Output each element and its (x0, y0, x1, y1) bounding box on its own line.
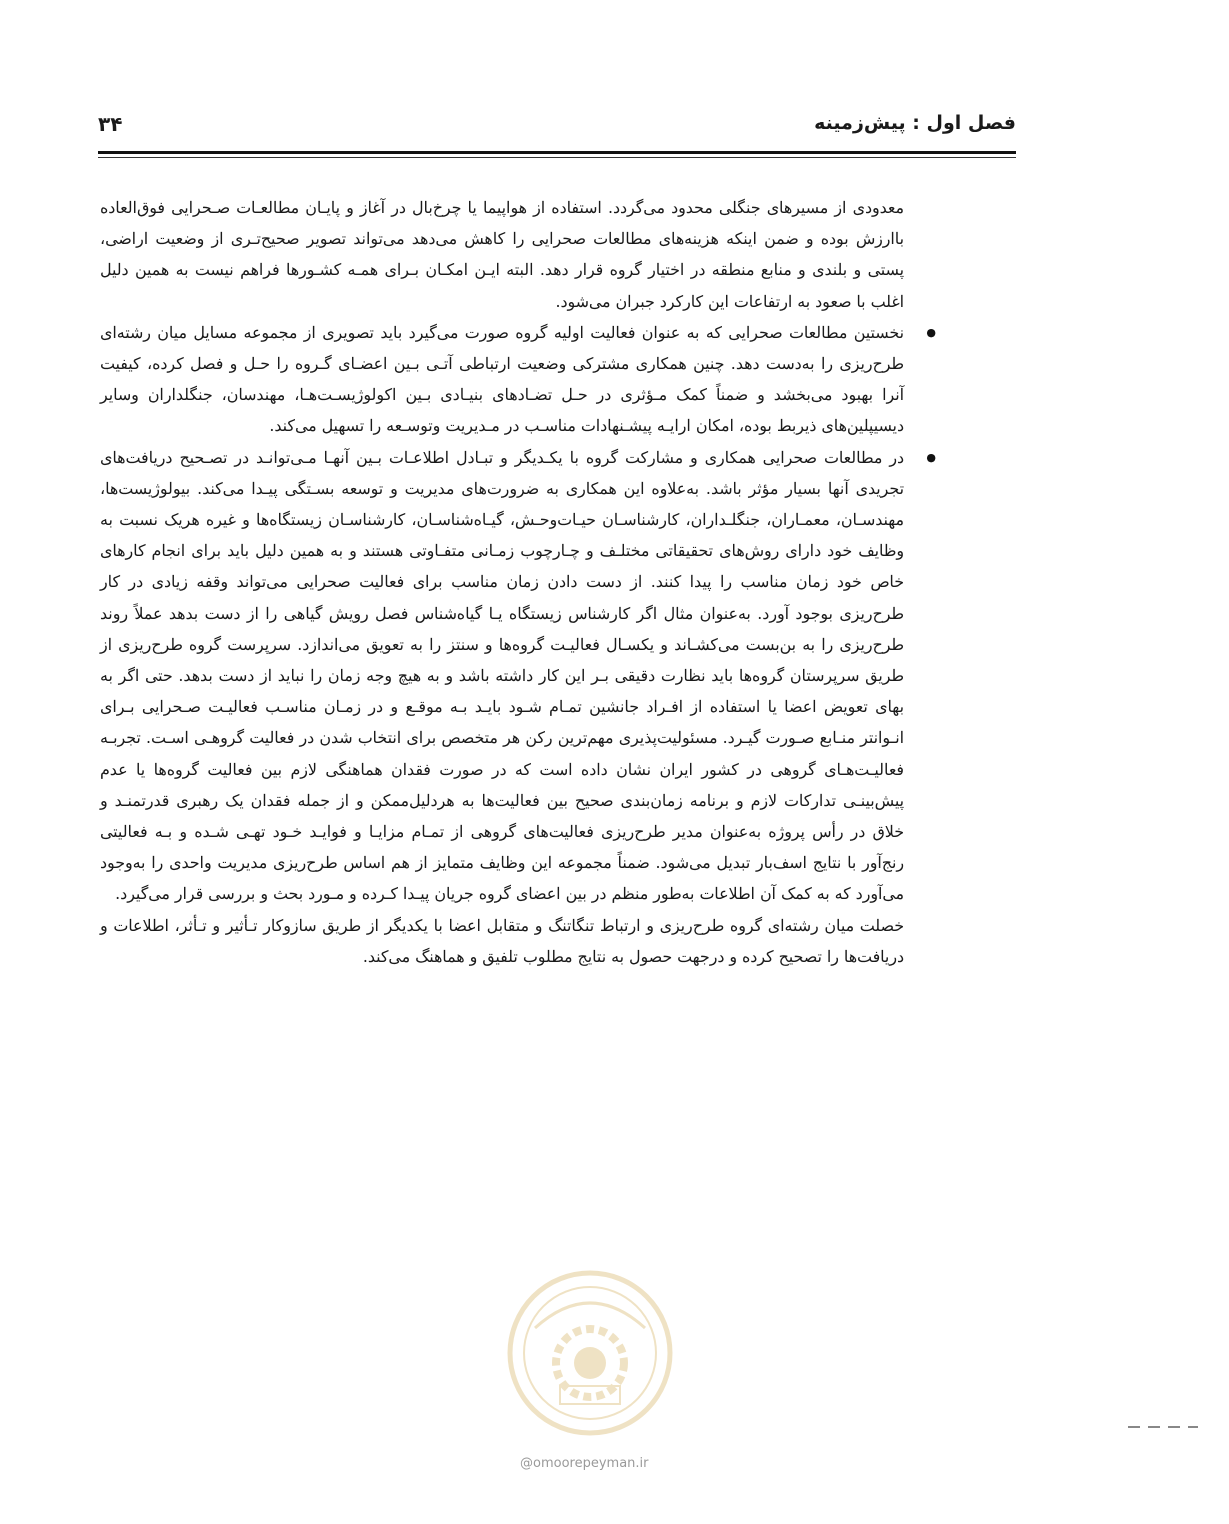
paragraph-interdisciplinary: خصلت میان رشته‌ای گروه طرح‌ریزی و ارتباط تنگاتنگ و متقابل اعضا با یکدیگر از طریق سازوکار تـأثیر و تـأثر، اطلاعات و دریافت‌ها را تصحیح کرده و درجهت حصول به نتایج مطلوب تلفیق و هماهنگ می‌کند. (100, 915, 904, 966)
header-rule-thin (98, 157, 1016, 158)
paragraph-continuation: معدودی از مسیرهای جنگلی محدود می‌گردد. استفاده از هواپیما یا چرخ‌بال در آغاز و پایـان مطالعـات صـحرایی فوق‌العاده باارزش بوده و ضمن اینکه هزینه‌های مطالعات صحرایی را کاهش می‌دهد می‌تواند تصویر صحیح‌تـری از وضعیت اراضی، پستی و بلندی و منابع منطقه در اختیار گروه قرار دهد. البته ایـن امکـان بـرای همـه کشـورها فراهم نیست به همین دلیل اغلب با صعود به ارتفاعات این کارکرد جبران می‌شود. (100, 198, 904, 311)
page-header (98, 108, 1016, 148)
margin-dashes (1128, 1426, 1198, 1428)
page-number: ۳۴ (98, 112, 123, 136)
chapter-title: فصل اول : پیش‌زمینه (814, 112, 1016, 134)
bullet-paragraph-field-studies: ● نخستین مطالعات صحرایی که به عنوان فعالیت اولیه گروه صورت می‌گیرد باید تصویری از مجموعه مسایل میان رشته‌ای طرح‌ریزی را به‌دست دهد. چنین همکاری مشترکی وضعیت ارتباطی آتـی بـین اعضـای گـروه را حـل و فصل کرده، کیفیت آنرا بهبود می‌بخشد و ضمناً کمک مـؤثری در حـل تضـادهای بنیـادی بـین اکولوژیسـت‌هـا، مهندسان، جنگلداران وسایر دیسیپلین‌های ذیربط بوده، امکان ارایـه پیشـنهادات مناسـب در مـدیریت وتوسـعه را تسهیل می‌کند. (100, 317, 904, 442)
header-rule-thick (98, 151, 1016, 154)
body-text (100, 192, 904, 972)
watermark-url: @omoorepeyman.ir (520, 1456, 649, 1471)
publisher-seal-watermark (505, 1268, 675, 1438)
bullet-paragraph-collaboration: ● در مطالعات صحرایی همکاری و مشارکت گروه با یکـدیگر و تبـادل اطلاعـات بـین آنهـا مـی‌توانـد در تصـحیح دریافت‌های تجریدی آنها بسیار مؤثر باشد. به‌علاوه این همکاری به ضرورت‌های مدیریت و توسعه بسـتگی پیـدا می‌کند. بیولوژیست‌ها، مهندسـان، معمـاران، جنگلـداران، کارشناسـان حیـات‌وحـش، گیـاه‌شناسـان، کارشناسـان زیستگاه‌ها و غیره هریک نسبت به وظایف خود دارای روش‌های تحقیقاتی مختلـف و چـارچوب زمـانی متفـاوتی هستند و به همین دلیل باید برای انجام کارهای خاص خود زمان مناسب را پیدا کنند. از دست دادن زمان مناسب برای فعالیت صحرایی می‌تواند وقفه زیادی در کار طرح‌ریزی بوجود آورد. به‌عنوان مثال اگر کارشناس زیستگاه یـا گیاه‌شناس فصل رویش گیاهی را از دست بدهد عملاً روند طرح‌ریزی را به بن‌بست می‌کشـاند و یکسـال فعالیـت گروه‌ها و سنتز را به تعویق می‌اندازد. سرپرست گروه طرح‌ریزی از طریق سرپرستان گروه‌ها باید نظارت دقیقی بـر این کار داشته باشد و به هیچ وجه زمان را نباید از دست بدهد. حتی اگر به بهای تعویض اعضا یا استفاده از افـراد جانشین تمـام شـود بایـد بـه موقـع و در زمـان مناسـب فعالیـت صـحرایی بـرای انـوانتر منـابع صـورت گیـرد. مسئولیت‌پذیری مهم‌ترین رکن هر متخصص برای انتخاب شدن در فعالیت گروهـی اسـت. تجربـه فعالیـت‌هـای گروهی در کشور ایران نشان داده است که در صورت فقدان هماهنگی لازم بین فعالیت گروه‌ها یا عدم پیش‌بینـی تدارکات لازم و برنامه زمان‌بندی صحیح بین فعالیت‌ها به هردلیل‌ممکن و از جمله فقدان یک رهبری قدرتمنـد و خلاق در رأس پروژه به‌عنوان مدیر طرح‌ریزی فعالیت‌های گروهی از تمـام مزایـا و فوایـد خـود تهـی شـده و بـه فعالیتی رنج‌آور با نتایج اسف‌بار تبدیل می‌شود. ضمناً مجموعه این وظایف متمایز از هم اساس طرح‌ریزی مدیریت واحدی را به‌وجود می‌آورد که به کمک آن اطلاعات به‌طور منظم در بین اعضای گروه جریان پیـدا کـرده و مـورد بحث و بررسی قرار می‌گیرد. (100, 442, 904, 910)
